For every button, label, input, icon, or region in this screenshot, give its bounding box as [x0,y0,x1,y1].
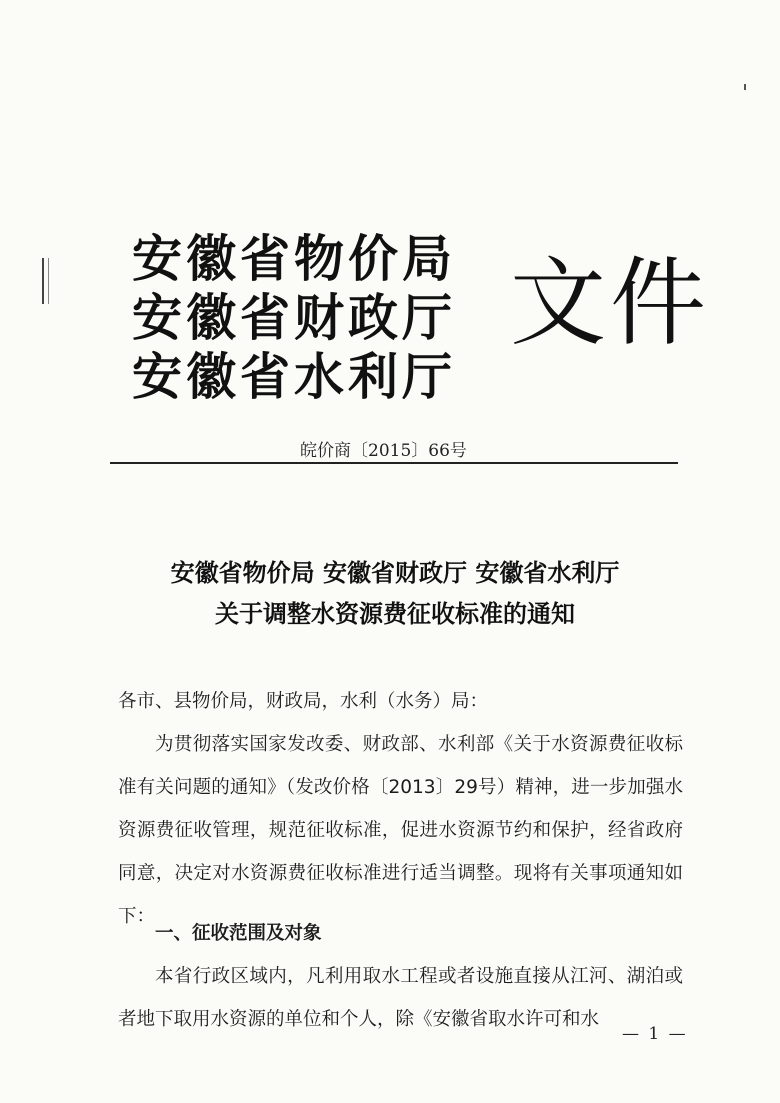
document-title-line-2: 关于调整水资源费征收标准的通知 [215,600,575,628]
scan-artifact [744,84,746,90]
issuer-2: 安徽省财政厅 [132,289,456,347]
document-number: 皖价商〔2015〕66号 [300,441,467,461]
salutation: 各市、县物价局，财政局，水利（水务）局： [118,691,489,712]
document-title-line-1: 安徽省物价局 安徽省财政厅 安徽省水利厅 [170,559,620,587]
section-heading-1: 一、征收范围及对象 [155,923,322,944]
paragraph-2: 本省行政区域内，凡利用取水工程或者设施直接从江河、湖泊或者地下取用水资源的单位和个人，除《安徽省取水许可和水 [118,966,683,1030]
issuing-authorities [132,230,512,407]
scan-binding-mark [42,258,49,304]
document-type: 文件 [510,247,710,359]
issuer-1: 安徽省物价局 [132,230,456,288]
issuer-3: 安徽省水利厅 [132,348,456,406]
header-divider [110,462,678,464]
page-number: — 1 — [622,1024,688,1044]
paragraph-1: 为贯彻落实国家发改委、财政部、水利部《关于水资源费征收标准有关问题的通知》（发改价格〔2013〕29号）精神，进一步加强水资源费征收管理，规范征收标准，促进水资源节约和保护，经省政府同意，决定对水资源费征收标准进行适当调整。现将有关事项通知如下： [118,734,683,927]
